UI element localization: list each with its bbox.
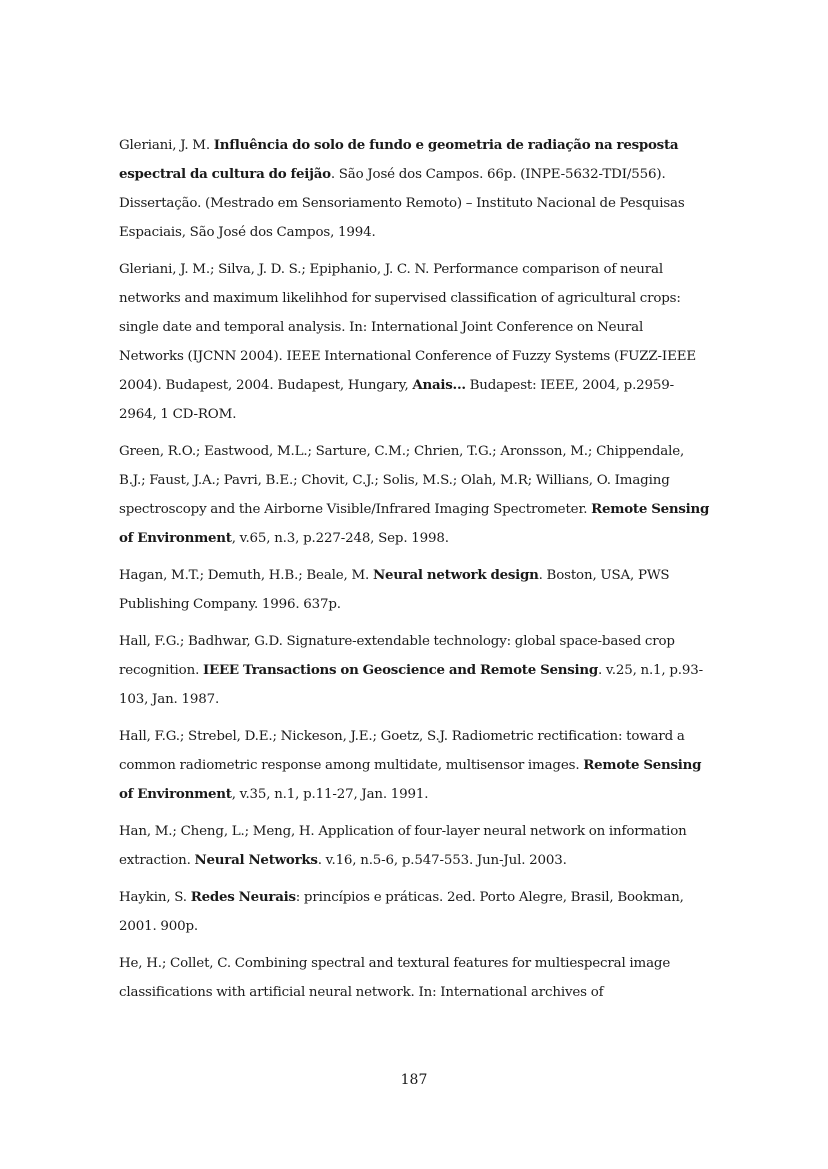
reference-text: Han, M.; Cheng, L.; Meng, H. Application of four-layer neural network on information extraction. <box>119 824 687 868</box>
page-number: 187 <box>400 1072 428 1088</box>
reference-entry <box>119 131 711 247</box>
reference-entry <box>119 561 711 619</box>
reference-text: Hagan, M.T.; Demuth, H.B.; Beale, M. <box>119 568 373 583</box>
reference-text: Haykin, S. <box>119 890 191 905</box>
reference-entry <box>119 817 711 875</box>
reference-title: Anais... <box>412 377 466 393</box>
reference-details: . v.16, n.5-6, p.547-553. Jun-Jul. 2003. <box>317 853 567 868</box>
reference-entry <box>119 722 711 809</box>
reference-text: Gleriani, J. M. <box>119 138 214 153</box>
reference-details: . v.25, n.1, p.93-103, Jan. 1987. <box>119 663 703 707</box>
reference-text: Green, R.O.; Eastwood, M.L.; Sarture, C.M.; Chrien, T.G.; Aronsson, M.; Chippendale, B.J.; Faust, J.A.; Pavri, B.E.; Chovit, C.J.; Solis, M.S.; Olah, M.R; Willians, O. Imaging spectroscopy and the Airborne Visible/Infrared Imaging Spectrometer. <box>119 444 685 517</box>
reference-details: , v.65, n.3, p.227-248, Sep. 1998. <box>231 531 449 546</box>
reference-entry <box>119 627 711 714</box>
reference-title: Remote Sensing of Environment <box>119 501 710 546</box>
reference-title: IEEE Transactions on Geoscience and Remote Sensing <box>202 662 598 678</box>
reference-title: Influência do solo de fundo e geometria de radiação na resposta espectral da cultura do feijão <box>119 137 679 182</box>
reference-title: Remote Sensing of Environment <box>119 757 702 802</box>
reference-text: Hall, F.G.; Badhwar, G.D. Signature-extendable technology: global space-based crop recognition. <box>119 634 675 678</box>
reference-details: : princípios e práticas. 2ed. Porto Alegre, Brasil, Bookman, 2001. 900p. <box>119 890 684 934</box>
reference-list <box>119 131 711 1015</box>
reference-details: Budapest: IEEE, 2004, p.2959-2964, 1 CD-ROM. <box>119 378 675 422</box>
reference-entry <box>119 949 711 1007</box>
reference-details: . São José dos Campos. 66p. (INPE-5632-TDI/556). Dissertação. (Mestrado em Sensoriamento Remoto) – Instituto Nacional de Pesquisas Espaciais, São José dos Campos, 1994. <box>119 167 685 240</box>
reference-entry <box>119 883 711 941</box>
reference-text: Hall, F.G.; Strebel, D.E.; Nickeson, J.E.; Goetz, S.J. Radiometric rectification: toward a common radiometric response among multidate, multisensor images. <box>119 729 685 773</box>
reference-details: , v.35, n.1, p.11-27, Jan. 1991. <box>231 787 429 802</box>
reference-text: Gleriani, J. M.; Silva, J. D. S.; Epiphanio, J. C. N. Performance comparison of neural networks and maximum likelihhod for supervised classification of agricultural crops: single date and temporal analysis. In: International Joint Conference on Neural Networks (IJCNN 2004). IEEE International Conference of Fuzzy Systems (FUZZ-IEEE 2004). Budapest, 2004. Budapest, Hungary, <box>119 262 696 393</box>
reference-entry <box>119 437 711 553</box>
reference-title: Neural Networks <box>194 852 318 868</box>
reference-text: He, H.; Collet, C. Combining spectral and textural features for multiespecral image classifications with artificial neural network. In: International archives of <box>119 956 671 1000</box>
reference-title: Neural network design <box>372 567 539 583</box>
reference-details: . Boston, USA, PWS Publishing Company. 1996. 637p. <box>119 568 670 612</box>
reference-title: Redes Neurais <box>190 889 296 905</box>
reference-entry <box>119 255 711 429</box>
